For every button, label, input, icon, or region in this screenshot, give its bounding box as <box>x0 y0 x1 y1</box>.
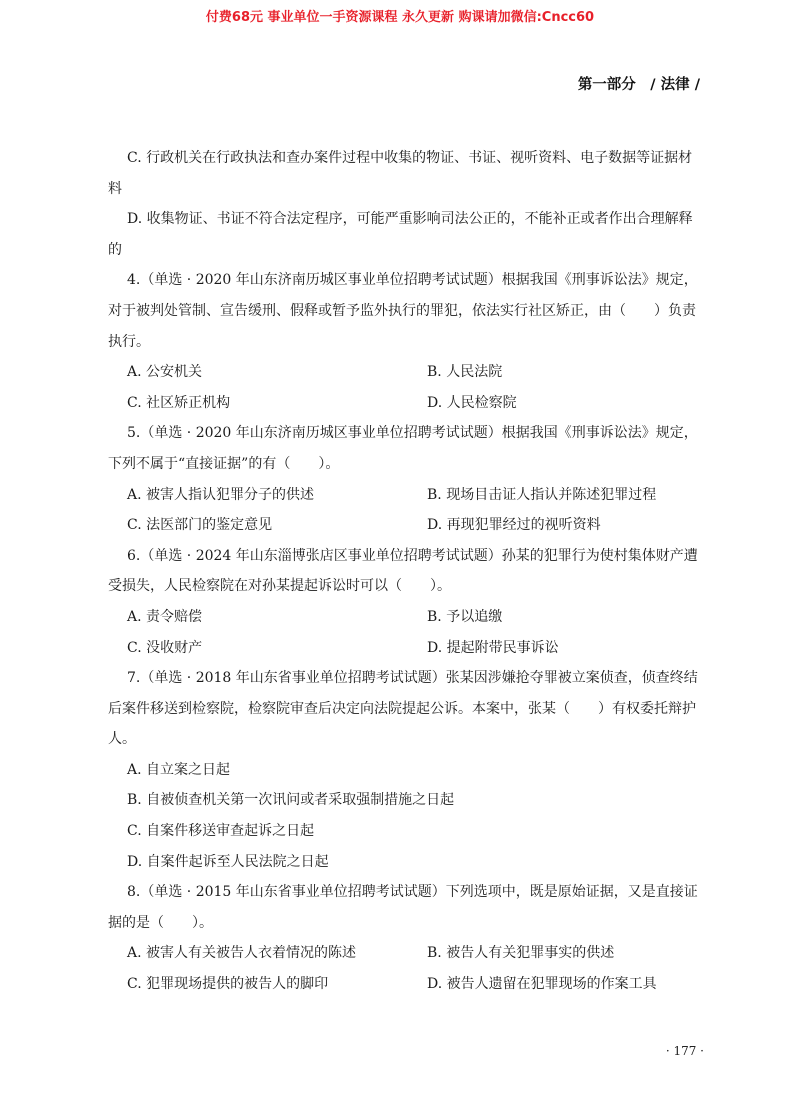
question-7-option-a: A. 自立案之日起 <box>127 761 231 778</box>
question-4-option-d: D. 人民检察院 <box>427 394 517 411</box>
question-8-option-b: B. 被告人有关犯罪事实的供述 <box>427 945 615 962</box>
question-8-option-c: C. 犯罪现场提供的被告人的脚印 <box>127 976 329 993</box>
section-header: 第一部分 / 法律 / <box>577 77 700 93</box>
question-5-option-c: C. 法医部门的鉴定意见 <box>127 517 273 534</box>
question-4-options-row-1 <box>108 357 703 388</box>
question-6-option-a: A. 责令赔偿 <box>127 608 203 625</box>
question-4-options-row-2 <box>108 388 703 419</box>
question-6-options-row-1 <box>108 602 703 633</box>
question-4-option-a: A. 公安机关 <box>127 364 203 381</box>
question-7-stem: 7.（单选 · 2018 年山东省事业单位招聘考试试题）张某因涉嫌抢夺罪被立案侦查，侦查终结后案件移送到检察院，检察院审查后决定向法院提起公诉。本案中，张某（ ）有权委托辩护人。 <box>108 670 698 748</box>
question-7-option-b: B. 自被侦查机关第一次讯问或者采取强制措施之日起 <box>127 792 455 809</box>
question-7-option-c: C. 自案件移送审查起诉之日起 <box>127 823 315 840</box>
question-5-stem: 5.（单选 · 2020 年山东济南历城区事业单位招聘考试试题）根据我国《刑事诉讼法》规定，下列不属于“直接证据”的有（ ）。 <box>108 425 698 472</box>
page-number: · 177 · <box>665 1044 704 1058</box>
question-8-options-row-1 <box>108 938 703 969</box>
question-4-option-c: C. 社区矫正机构 <box>127 394 231 411</box>
question-5-option-d: D. 再现犯罪经过的视听资料 <box>427 517 601 534</box>
question-6-options-row-2 <box>108 633 703 664</box>
question-5-options-row-2 <box>108 510 703 541</box>
question-8-option-d: D. 被告人遗留在犯罪现场的作案工具 <box>427 976 657 993</box>
page-content <box>108 143 703 1000</box>
question-5-options-row-1 <box>108 480 703 511</box>
question-8-stem: 8.（单选 · 2015 年山东省事业单位招聘考试试题）下列选项中，既是原始证据，又是直接证据的是（ ）。 <box>108 884 698 931</box>
option-d-previous-question: D. 收集物证、书证不符合法定程序，可能严重影响司法公正的，不能补正或者作出合理解释的 <box>108 211 693 258</box>
question-8-option-a: A. 被害人有关被告人衣着情况的陈述 <box>127 945 357 962</box>
question-4-option-b: B. 人民法院 <box>427 364 503 381</box>
question-6-option-d: D. 提起附带民事诉讼 <box>427 639 559 656</box>
question-5-option-b: B. 现场目击证人指认并陈述犯罪过程 <box>427 486 657 503</box>
question-4-stem: 4.（单选 · 2020 年山东济南历城区事业单位招聘考试试题）根据我国《刑事诉讼法》规定，对于被判处管制、宣告缓刑、假释或暂予监外执行的罪犯，依法实行社区矫正，由（ ）负责执行。 <box>108 272 698 350</box>
question-6-option-b: B. 予以追缴 <box>427 608 503 625</box>
option-c-previous-question: C. 行政机关在行政执法和查办案件过程中收集的物证、书证、视听资料、电子数据等证据材料 <box>108 150 693 197</box>
question-6-stem: 6.（单选 · 2024 年山东淄博张店区事业单位招聘考试试题）孙某的犯罪行为使村集体财产遭受损失，人民检察院在对孙某提起诉讼时可以（ ）。 <box>108 547 698 595</box>
watermark-banner: 付费68元 事业单位一手资源课程 永久更新 购课请加微信:Cncc60 <box>205 10 595 25</box>
question-7-option-d: D. 自案件起诉至人民法院之日起 <box>127 853 329 870</box>
question-5-option-a: A. 被害人指认犯罪分子的供述 <box>127 486 315 503</box>
question-8-options-row-2 <box>108 969 703 1000</box>
question-6-option-c: C. 没收财产 <box>127 639 203 656</box>
